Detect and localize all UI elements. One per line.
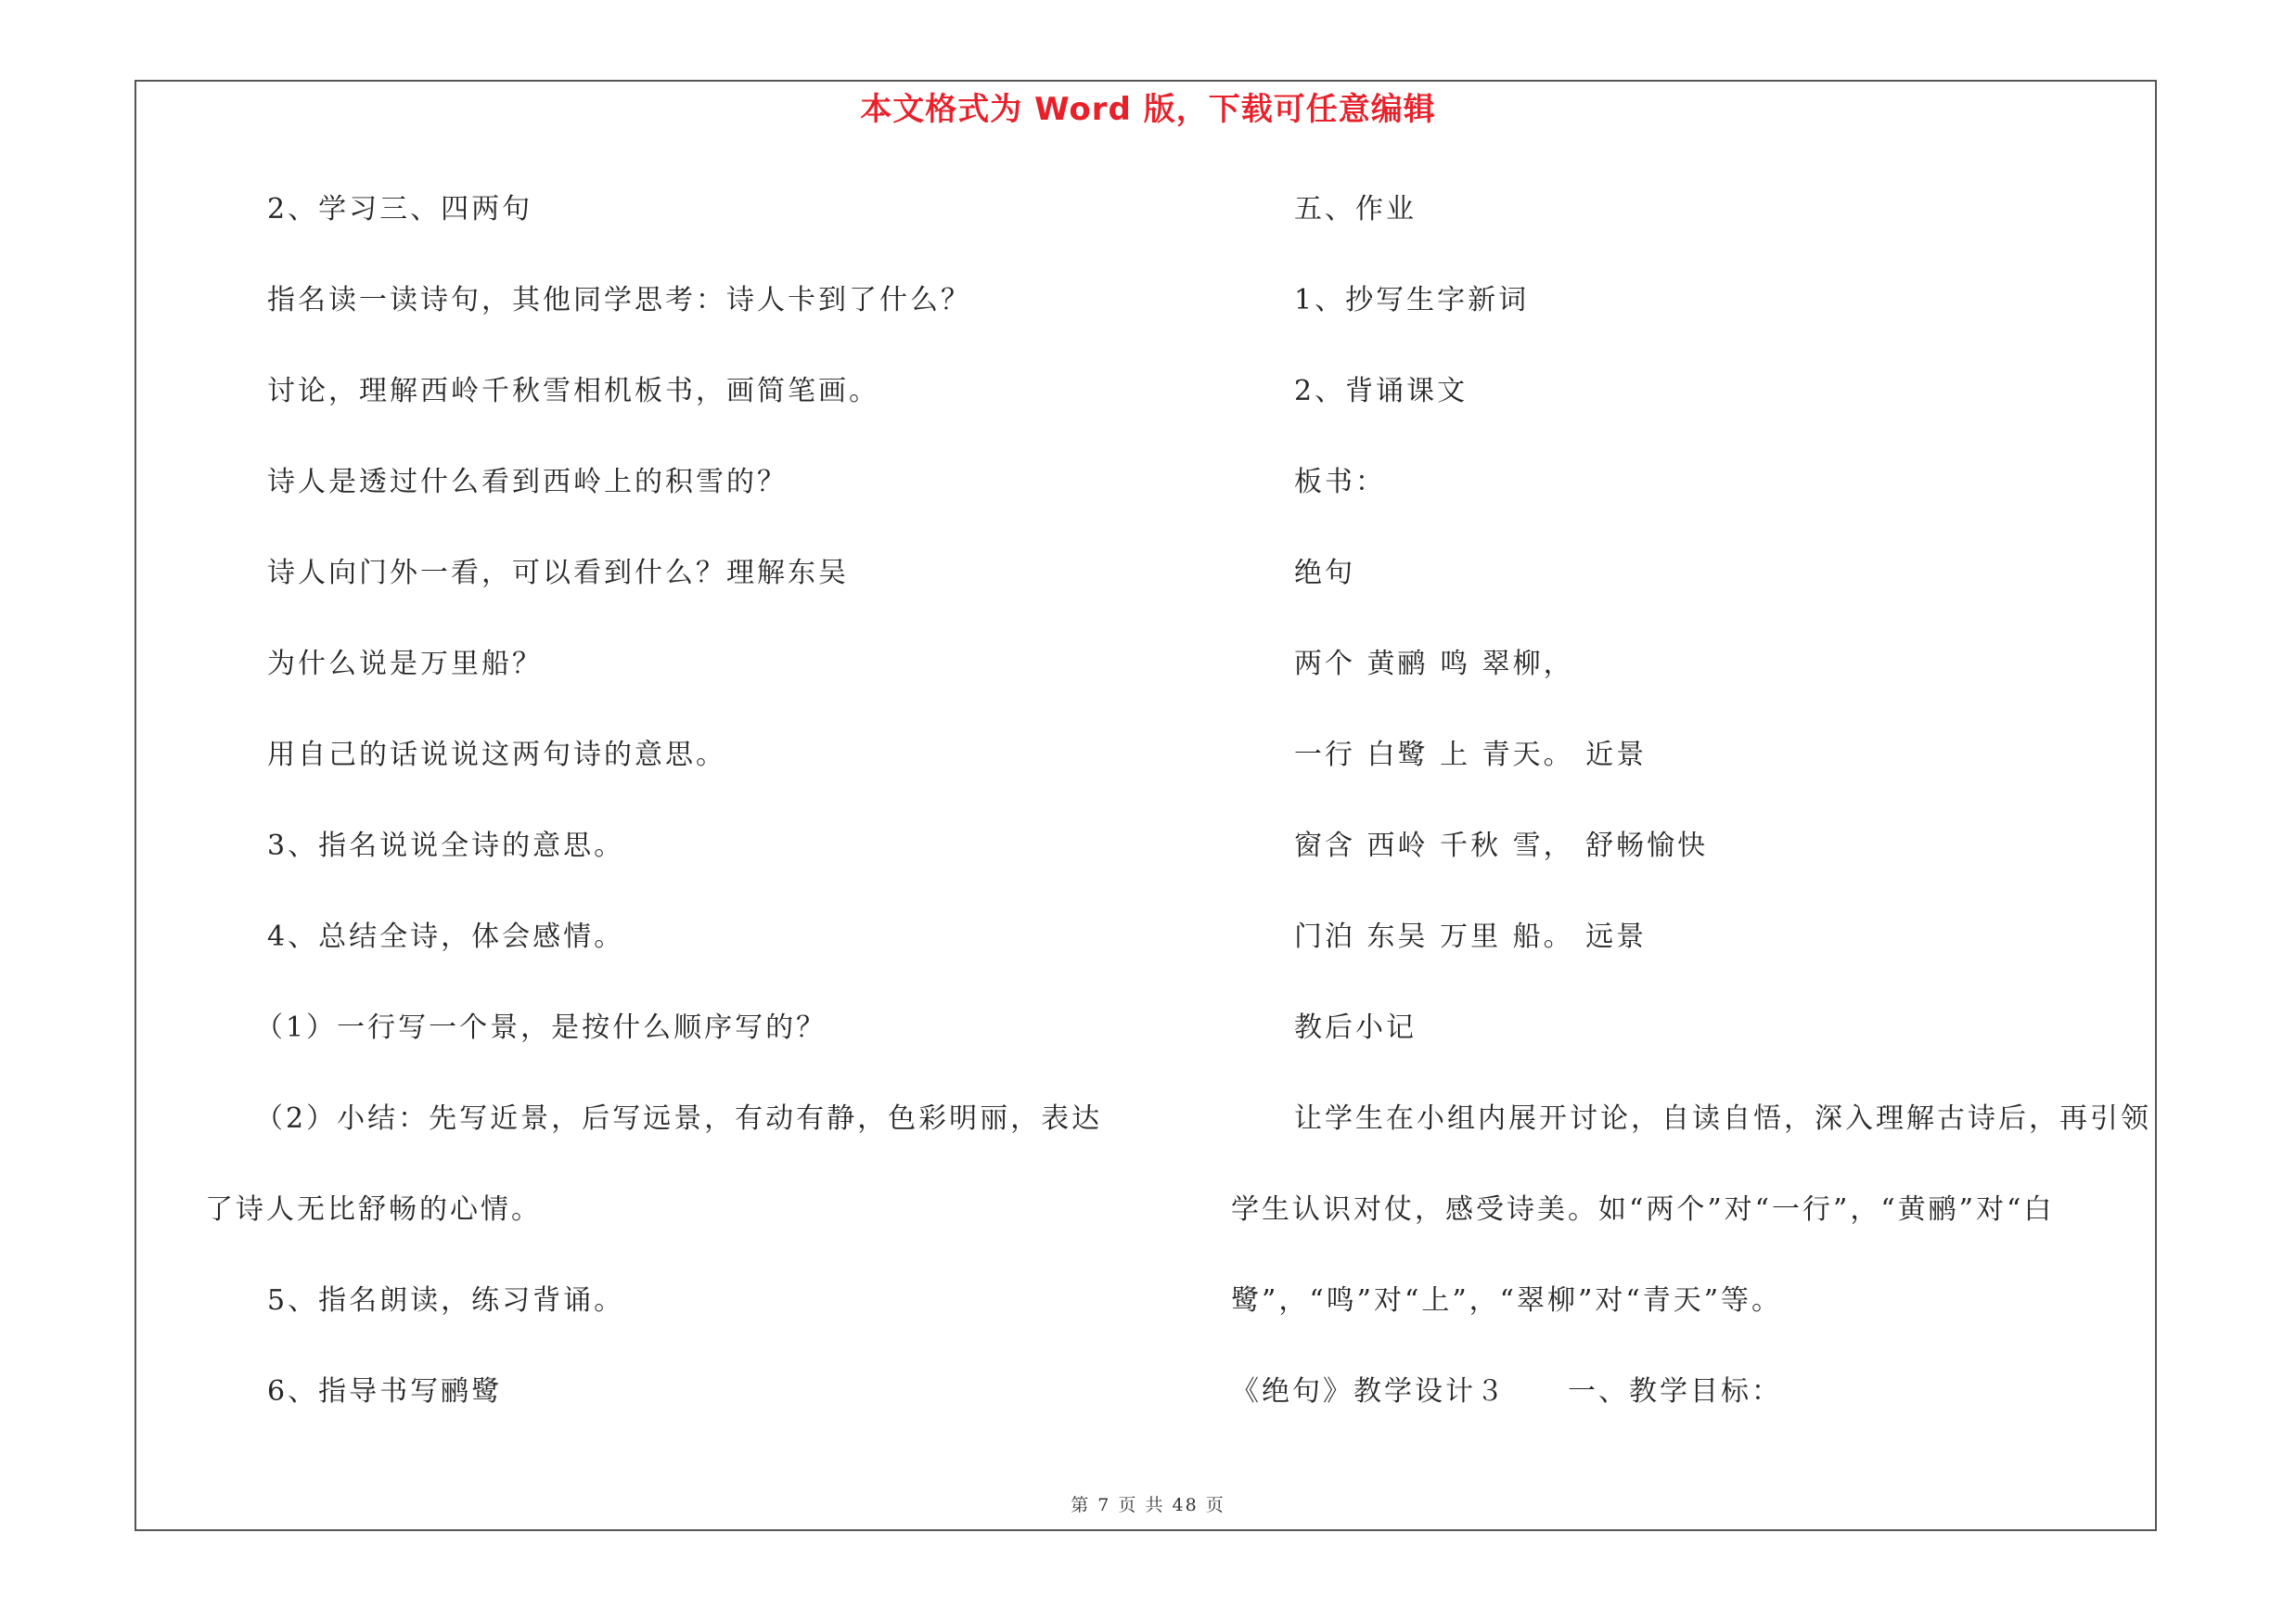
left-line-10: （1）一行写一个景，是按什么顺序写的？ xyxy=(255,1011,827,1044)
left-line-13: 5、指名朗读，练习背诵。 xyxy=(267,1284,625,1317)
left-line-14: 6、指导书写鹂鹭 xyxy=(267,1375,503,1408)
left-line-3: 讨论，理解西岭千秋雪相机板书，画简笔画。 xyxy=(267,375,879,407)
right-line-12: 学生认识对仗，感受诗美。如“两个”对“一行”，“黄鹂”对“白 xyxy=(1231,1193,2055,1226)
right-line-10: 教后小记 xyxy=(1294,1011,1417,1044)
right-line-11: 让学生在小组内展开讨论，自读自悟，深入理解古诗后，再引领 xyxy=(1294,1102,2151,1135)
right-line-4: 板书： xyxy=(1294,466,1386,498)
footer-middle: 页 共 xyxy=(1118,1495,1165,1515)
header-banner: 本文格式为 Word 版，下载可任意编辑 xyxy=(860,91,1436,128)
footer-prefix: 第 xyxy=(1071,1495,1091,1515)
left-line-11: （2）小结：先写近景，后写远景，有动有静，色彩明丽，表达 xyxy=(255,1102,1103,1135)
right-line-2: 1、抄写生字新词 xyxy=(1294,284,1530,316)
right-line-1: 五、作业 xyxy=(1294,193,1417,225)
left-line-12: 了诗人无比舒畅的心情。 xyxy=(205,1193,542,1226)
footer-suffix: 页 xyxy=(1205,1495,1225,1515)
right-line-13: 鹭”，“鸣”对“上”，“翠柳”对“青天”等。 xyxy=(1231,1284,1783,1317)
right-line-6: 两个 黄鹂 鸣 翠柳， xyxy=(1294,648,1574,680)
right-line-14: 《绝句》教学设计３ 一、教学目标： xyxy=(1231,1375,1782,1408)
left-line-4: 诗人是透过什么看到西岭上的积雪的？ xyxy=(267,466,788,498)
footer-total: 48 xyxy=(1172,1495,1199,1515)
left-line-6: 为什么说是万里船？ xyxy=(267,648,543,680)
left-line-7: 用自己的话说说这两句诗的意思。 xyxy=(267,739,726,771)
footer-page: 7 xyxy=(1097,1495,1111,1515)
right-line-7: 一行 白鹭 上 青天。 近景 xyxy=(1294,739,1648,771)
left-line-8: 3、指名说说全诗的意思。 xyxy=(267,830,625,862)
right-line-9: 门泊 东吴 万里 船。 远景 xyxy=(1294,921,1648,953)
left-line-5: 诗人向门外一看，可以看到什么？理解东吴 xyxy=(267,557,849,589)
page-number-footer xyxy=(0,1494,2296,1516)
left-line-1: 2、学习三、四两句 xyxy=(267,193,533,225)
left-line-2: 指名读一读诗句，其他同学思考：诗人卡到了什么？ xyxy=(267,284,971,316)
left-line-9: 4、总结全诗，体会感情。 xyxy=(267,921,625,953)
right-line-3: 2、背诵课文 xyxy=(1294,375,1469,407)
right-line-8: 窗含 西岭 千秋 雪， 舒畅愉快 xyxy=(1294,830,1709,862)
right-line-5: 绝句 xyxy=(1294,557,1355,589)
